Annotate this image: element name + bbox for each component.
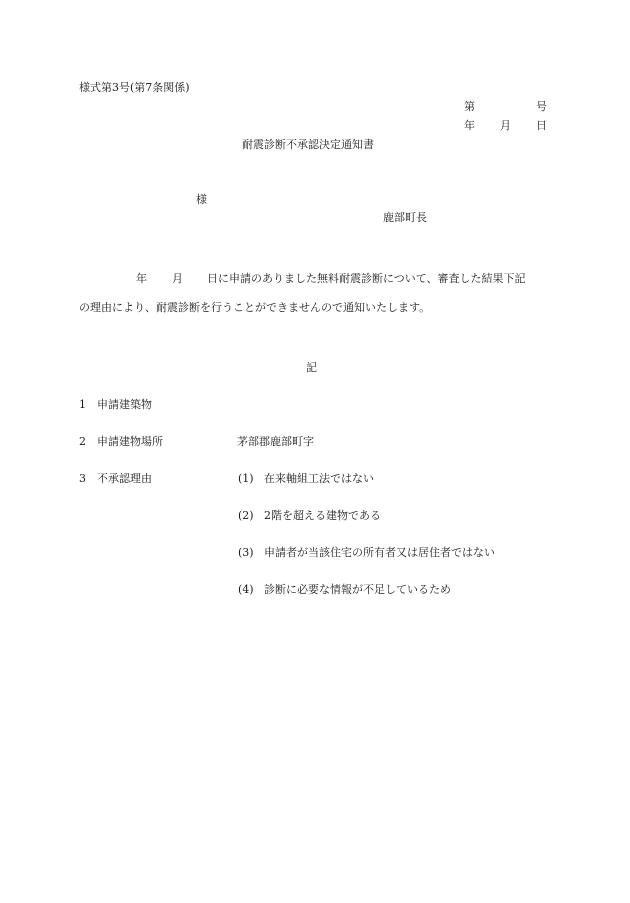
reason-text: 在来軸組工法ではない: [264, 472, 374, 485]
reason-number: (1): [238, 472, 254, 485]
reason-text: 2階を超える建物である: [264, 509, 381, 522]
item-label-building: 申請建築物: [97, 398, 152, 411]
body-line1: 日に申請のありました無料耐震診断について、審査した結果下記: [207, 272, 526, 285]
item-number: 1: [79, 398, 86, 411]
reason-text: 診断に必要な情報が不足しているため: [264, 583, 451, 596]
item-label-location: 申請建物場所: [97, 435, 163, 448]
reason-number: (2): [238, 509, 254, 522]
item-number: 3: [79, 472, 86, 485]
item-label-reason: 不承認理由: [97, 472, 152, 485]
ki-heading: 記: [306, 361, 317, 374]
doc-date-year: 年: [464, 119, 475, 132]
doc-number-dai: 第: [464, 100, 475, 113]
sender-name: 鹿部町長: [383, 211, 427, 224]
doc-number-go: 号: [536, 100, 547, 113]
body-month: 月: [172, 272, 183, 285]
doc-date-day: 日: [536, 119, 547, 132]
body-year: 年: [136, 272, 147, 285]
reason-text: 申請者が当該住宅の所有者又は居住者ではない: [264, 546, 495, 559]
body-line2: の理由により、耐震診断を行うことができませんので通知いたします。: [79, 301, 431, 314]
doc-date-month: 月: [500, 119, 511, 132]
form-label: 様式第3号(第7条関係): [79, 81, 190, 94]
reason-number: (3): [238, 546, 254, 559]
page-title: 耐震診断不承認決定通知書: [242, 138, 374, 151]
recipient-suffix: 様: [196, 193, 207, 206]
item-number: 2: [79, 435, 86, 448]
item-value-location: 茅部郡鹿部町字: [237, 435, 314, 448]
reason-number: (4): [238, 583, 254, 596]
